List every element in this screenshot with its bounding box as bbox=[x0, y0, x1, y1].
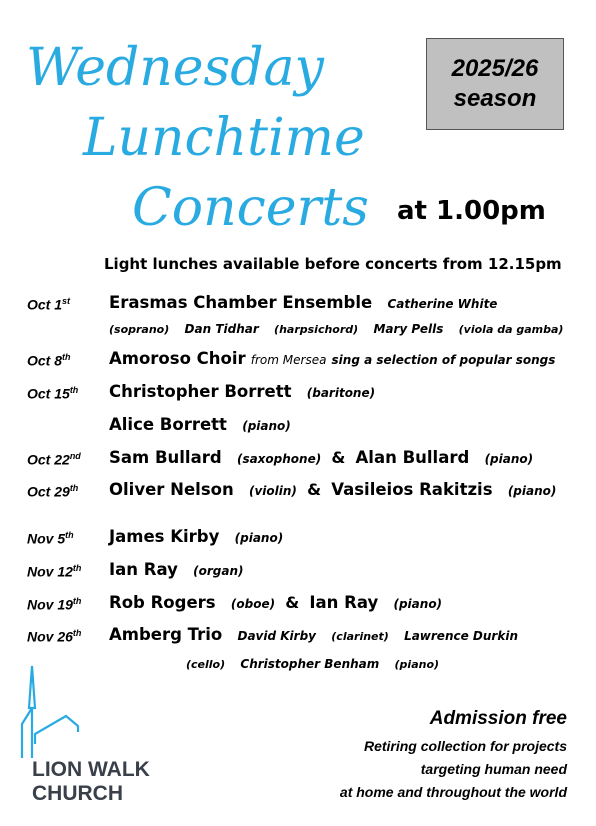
church-name-line2: CHURCH bbox=[32, 782, 123, 805]
concert-line bbox=[109, 559, 244, 582]
collection-note-line: Retiring collection for projects bbox=[363, 738, 567, 754]
performer-name: Alice Borrett bbox=[109, 415, 227, 434]
concert-line bbox=[109, 414, 291, 437]
performer-name: Amoroso Choir bbox=[109, 349, 246, 368]
concert-line bbox=[109, 624, 518, 648]
concert-time: at 1.00pm bbox=[397, 196, 546, 226]
season-year: 2025/26 bbox=[451, 55, 539, 82]
ampersand: & bbox=[285, 593, 300, 612]
performer-name: Mary Pells bbox=[373, 322, 444, 336]
performer-name: Erasmas Chamber Ensemble bbox=[109, 293, 373, 312]
church-name-line1: LION WALK bbox=[32, 758, 150, 781]
performer-role: (piano) bbox=[394, 658, 440, 671]
concert-line bbox=[109, 447, 533, 470]
concert-line bbox=[109, 526, 283, 549]
performer-name: James Kirby bbox=[109, 527, 220, 546]
concert-line bbox=[109, 381, 375, 404]
concert-date: Oct 29th bbox=[27, 483, 79, 500]
performer-role: (baritone) bbox=[306, 386, 376, 400]
concert-date: Nov 26th bbox=[27, 628, 82, 645]
performer-role: (viola da gamba) bbox=[458, 323, 564, 336]
title-wednesday: Wednesday bbox=[26, 38, 324, 98]
concert-date: Oct 22nd bbox=[27, 451, 81, 468]
performer-note: sing a selection of popular songs bbox=[331, 353, 556, 367]
admission-free: Admission free bbox=[429, 708, 567, 729]
ampersand: & bbox=[307, 480, 322, 499]
ampersand: & bbox=[331, 448, 346, 467]
performer-role: (violin) bbox=[249, 484, 297, 498]
performer-name: Lawrence Durkin bbox=[404, 629, 518, 643]
concert-date: Nov 19th bbox=[27, 596, 82, 613]
performer-name: Catherine White bbox=[387, 297, 498, 311]
performer-role: (cello) bbox=[186, 658, 226, 671]
performer-name: David Kirby bbox=[237, 629, 317, 643]
performer-note: from Mersea bbox=[250, 353, 327, 367]
performer-role: (organ) bbox=[193, 564, 244, 578]
church-spire-icon bbox=[20, 664, 110, 764]
performer-role: (piano) bbox=[507, 484, 557, 498]
performer-name: Ian Ray bbox=[309, 593, 379, 612]
concert-date: Oct 8th bbox=[27, 352, 71, 369]
season-label: season bbox=[453, 85, 537, 112]
performer-name: Rob Rogers bbox=[109, 593, 216, 612]
performer-name: Dan Tidhar bbox=[184, 322, 259, 336]
concert-date: Nov 5th bbox=[27, 530, 74, 547]
season-box bbox=[426, 38, 564, 130]
concert-line bbox=[109, 592, 442, 615]
performer-role: (piano) bbox=[393, 597, 443, 611]
concert-line bbox=[109, 292, 497, 315]
performer-name: Ian Ray bbox=[109, 560, 178, 579]
collection-note-line: targeting human need bbox=[420, 761, 567, 777]
performer-name: Oliver Nelson bbox=[109, 480, 234, 499]
performer-role: (harpsichord) bbox=[274, 323, 359, 336]
performer-role: (soprano) bbox=[109, 323, 170, 336]
performer-role: (clarinet) bbox=[331, 630, 389, 643]
performer-role: (oboe) bbox=[230, 597, 276, 611]
concert-line bbox=[109, 479, 556, 502]
concert-date: Oct 1st bbox=[27, 296, 71, 313]
concert-date: Oct 15th bbox=[27, 385, 79, 402]
title-concerts: Concerts bbox=[132, 178, 369, 238]
title-lunchtime: Lunchtime bbox=[83, 108, 365, 168]
performer-role: (saxophone) bbox=[236, 452, 322, 466]
concert-line bbox=[109, 348, 555, 371]
concert-line bbox=[186, 652, 439, 676]
performer-role: (piano) bbox=[484, 452, 534, 466]
performer-role: (piano) bbox=[242, 419, 291, 433]
concert-date: Nov 12th bbox=[27, 563, 82, 580]
performer-name: Christopher Benham bbox=[240, 657, 380, 671]
performer-name: Sam Bullard bbox=[109, 448, 222, 467]
collection-note-line: at home and throughout the world bbox=[339, 784, 567, 800]
performer-name: Vasileios Rakitzis bbox=[331, 480, 493, 499]
performer-name: Alan Bullard bbox=[355, 448, 470, 467]
concert-line bbox=[109, 317, 563, 341]
lunch-note: Light lunches available before concerts from 12.15pm bbox=[104, 255, 562, 273]
performer-name: Amberg Trio bbox=[109, 625, 223, 644]
church-name bbox=[32, 758, 150, 806]
performer-name: Christopher Borrett bbox=[109, 382, 292, 401]
performer-role: (piano) bbox=[234, 531, 284, 545]
